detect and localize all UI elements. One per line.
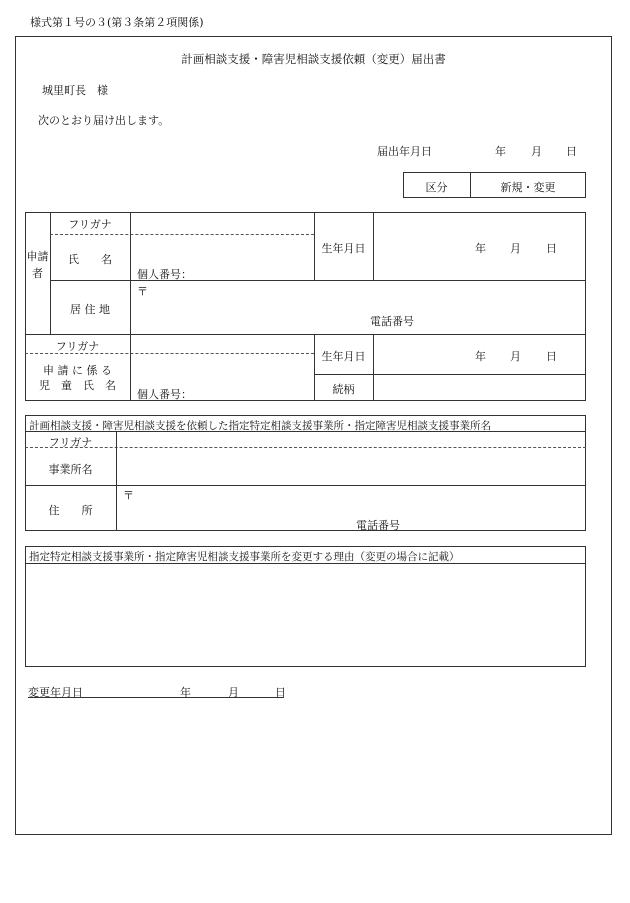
applicant-birth-year: 年 bbox=[475, 242, 486, 255]
child-birth-year: 年 bbox=[475, 350, 486, 363]
reason-input-area[interactable] bbox=[26, 564, 585, 666]
applicant-birth-day: 日 bbox=[546, 242, 557, 255]
child-birth-month: 月 bbox=[510, 350, 521, 363]
intro-text: 次のとおり届け出します。 bbox=[38, 114, 170, 127]
child-relation-label: 続柄 bbox=[332, 383, 355, 396]
reason-header: 指定特定相談支援事業所・指定障害児相談支援事業所を変更する理由（変更の場合に記載） bbox=[29, 551, 460, 563]
applicant-furigana-label: フリガナ bbox=[68, 218, 112, 231]
applicant-name-label: 氏 名 bbox=[68, 253, 112, 266]
change-year: 年 bbox=[180, 686, 191, 699]
office-postal-mark: 〒 bbox=[123, 489, 134, 502]
change-month: 月 bbox=[228, 686, 239, 699]
office-header: 計画相談支援・障害児相談支援を依頼した指定特定相談支援事業所・指定障害児相談支援事業所名 bbox=[29, 420, 491, 432]
child-personal-number-label: 個人番号： bbox=[137, 388, 192, 401]
category-label: 区分 bbox=[425, 181, 448, 194]
change-date-underline bbox=[28, 697, 284, 698]
category-value[interactable]: 新規・変更 bbox=[500, 181, 556, 194]
applicant-personal-number-label: 個人番号： bbox=[137, 268, 192, 281]
applicant-phone-label: 電話番号 bbox=[370, 315, 414, 328]
office-name-label: 事業所名 bbox=[48, 463, 93, 476]
recipient: 城里町長 様 bbox=[42, 84, 108, 97]
child-birthdate-label: 生年月日 bbox=[321, 350, 366, 363]
child-label-line1: 申 請 に 係 る bbox=[43, 364, 112, 377]
submission-date-label: 届出年月日 bbox=[377, 145, 432, 158]
office-furigana-label: フリガナ bbox=[48, 436, 93, 449]
applicant-birth-month: 月 bbox=[510, 242, 521, 255]
child-furigana-label: フリガナ bbox=[55, 340, 100, 353]
office-address-label: 住 所 bbox=[48, 504, 93, 517]
submission-year: 年 bbox=[495, 145, 506, 158]
submission-month: 月 bbox=[531, 145, 542, 158]
change-day: 日 bbox=[275, 686, 286, 699]
applicant-postal-mark: 〒 bbox=[137, 285, 148, 298]
submission-day: 日 bbox=[566, 145, 577, 158]
form-title: 計画相談支援・障害児相談支援依頼（変更）届出書 bbox=[181, 52, 446, 66]
child-label-line2: 児 童 氏 名 bbox=[39, 379, 116, 392]
office-phone-label: 電話番号 bbox=[356, 519, 400, 532]
applicant-address-label: 居 住 地 bbox=[70, 303, 110, 316]
child-birth-day: 日 bbox=[546, 350, 557, 363]
change-date-label: 変更年月日 bbox=[28, 686, 83, 699]
form-number: 様式第１号の３(第３条第２項関係) bbox=[30, 16, 204, 29]
applicant-birthdate-label: 生年月日 bbox=[321, 242, 366, 255]
applicant-section-label: 申請者 bbox=[26, 250, 49, 280]
